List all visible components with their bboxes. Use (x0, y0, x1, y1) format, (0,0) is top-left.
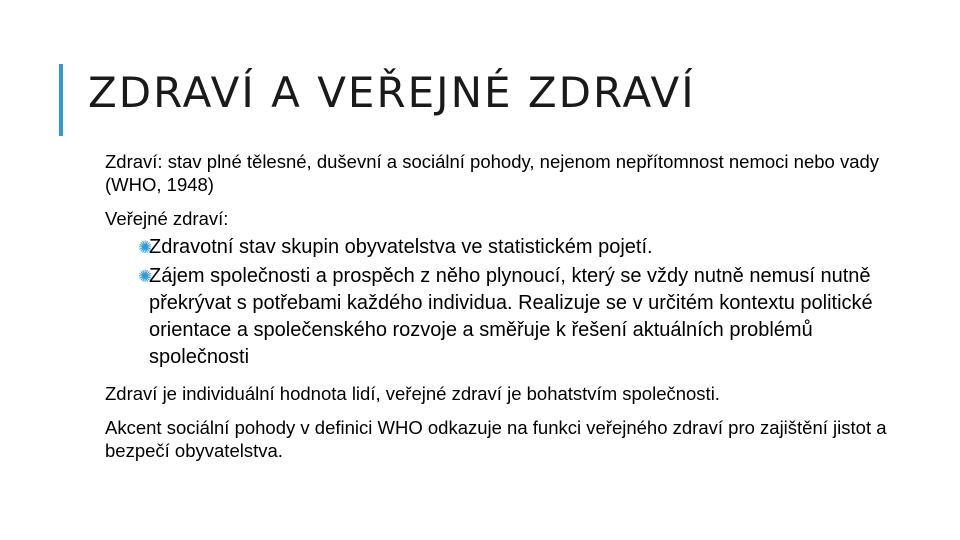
slide-body (105, 150, 905, 473)
who-social-wellbeing-note: Akcent sociální pohody v definici WHO odkazuje na funkci veřejného zdraví pro zajištění jistot a bezpečí obyvatelstva. (105, 417, 887, 461)
asterisk-icon: ✺ (138, 267, 153, 286)
health-value-statement: Zdraví je individuální hodnota lidí, veřejné zdraví je bohatstvím společnosti. (105, 383, 720, 404)
asterisk-icon: ✺ (138, 238, 153, 257)
public-health-heading: Veřejné zdraví: (105, 208, 229, 229)
list-item-text: Zdravotní stav skupin obyvatelstva ve statistickém pojetí. (149, 236, 653, 258)
public-health-list (105, 234, 905, 371)
list-item (105, 234, 905, 261)
health-definition: Zdraví: stav plné tělesné, duševní a sociální pohody, nejenom nepřítomnost nemoci nebo vady (WHO, 1948) (105, 151, 880, 195)
list-item-text: Zájem společnosti a prospěch z něho plynoucí, který se vždy nutně nemusí nutně překrývat s potřebami každého individua. Realizuje se v určitém kontextu politické orientace a společenského rozvoje a směřuje k řešení aktuálních problémů společnosti (149, 265, 873, 368)
slide-title: ZDRAVÍ A VEŘEJNÉ ZDRAVÍ (88, 68, 696, 117)
list-item (105, 263, 905, 371)
title-accent-bar (59, 64, 63, 136)
